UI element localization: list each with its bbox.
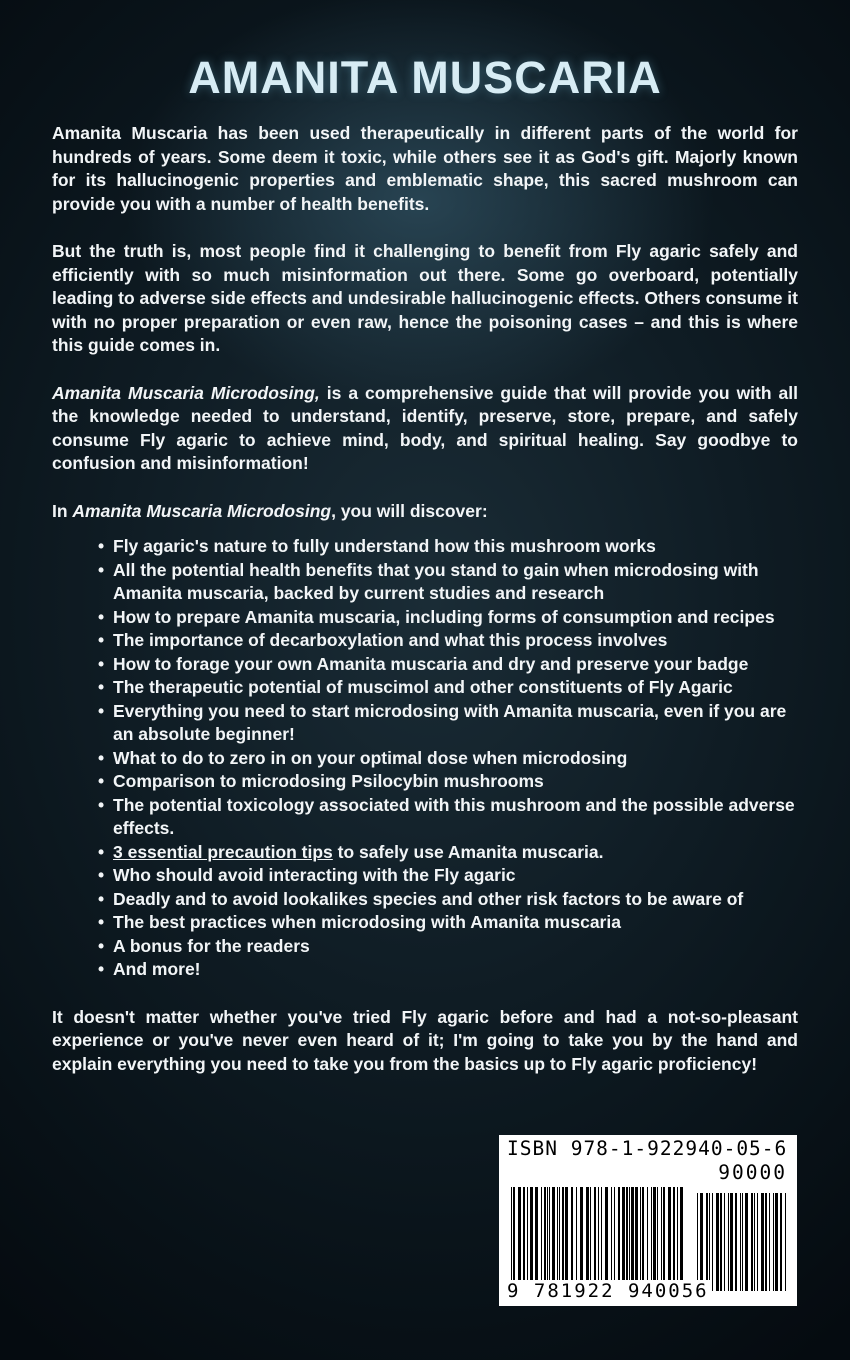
guide-title: Amanita Muscaria Microdosing, (52, 382, 320, 403)
barcode-bar (611, 1187, 612, 1291)
barcode-bar (513, 1187, 515, 1291)
list-item: • Who should avoid interacting with the Fly agaric (98, 864, 798, 888)
benefit-list (52, 535, 798, 982)
barcode-bar (598, 1187, 599, 1291)
paragraph-intro: Amanita Muscaria has been used therapeutically in different parts of the world for hundreds of years. Some deem it toxic, while others see it as God's gift. Majorly known for its hallucinogenic properties and emblematic shape, this sacred mushroom can provide you with a number of health benefits. (52, 123, 798, 214)
discover-prefix: In (52, 500, 73, 521)
addon-bar (769, 1193, 770, 1291)
addon-bar (745, 1193, 748, 1291)
barcode-bar (605, 1187, 608, 1291)
barcode-bar (626, 1187, 628, 1291)
list-item: • What to do to zero in on your optimal dose when microdosing (98, 747, 798, 771)
addon-bar (765, 1193, 767, 1291)
list-item: • All the potential health benefits that you stand to gain when microdosing with Amanita muscaria, backed by current studies and research (98, 559, 798, 606)
addon-bar (728, 1193, 729, 1291)
barcode-bar (544, 1187, 546, 1291)
barcode-bar (653, 1187, 656, 1291)
addon-bar (775, 1193, 778, 1291)
discover-intro (52, 500, 798, 524)
isbn-barcode (499, 1135, 797, 1306)
barcode-bar (680, 1187, 683, 1291)
addon-bar (730, 1193, 733, 1291)
guide-description: is a comprehensive guide that will provide you with all the knowledge needed to understand, identify, preserve, store, prepare, and safely consume Fly agaric to achieve mind, body, and spiritual healing. Say goodbye to confusion and misinformation! (52, 382, 798, 473)
addon-bar (712, 1193, 713, 1291)
barcode-bar (590, 1187, 591, 1291)
price-code: 90000 (718, 1161, 787, 1184)
barcode-bar (629, 1187, 630, 1291)
barcode-bar (631, 1187, 634, 1291)
barcode-bar (673, 1187, 675, 1291)
barcode-bar (601, 1187, 602, 1291)
barcode-bar (547, 1187, 548, 1291)
barcode-bar (651, 1187, 652, 1291)
list-item: • Comparison to microdosing Psilocybin mushrooms (98, 770, 798, 794)
list-item: • And more! (98, 958, 798, 982)
barcode-bar (523, 1187, 525, 1291)
barcode-bar (530, 1187, 533, 1291)
addon-bar (724, 1193, 725, 1291)
barcode-bar (557, 1187, 558, 1291)
list-item: • The best practices when microdosing with Amanita muscaria (98, 911, 798, 935)
barcode-bar (677, 1187, 678, 1291)
paragraph-truth: But the truth is, most people find it challenging to benefit from Fly agaric safely and efficiently with so much misinformation out there. Some go overboard, potentially leading to adverse side effects and undesirable hallucinogenic effects. Others consume it with no proper preparation or even raw, hence the poisoning cases – and this is where this guide comes in. (52, 241, 798, 355)
list-item: • The therapeutic potential of muscimol and other constituents of Fly Agaric (98, 676, 798, 700)
barcode-bar (614, 1187, 615, 1291)
barcode-bar (618, 1187, 620, 1291)
barcode-bar (571, 1187, 573, 1291)
paragraph-guide (52, 382, 798, 476)
list-item: • How to prepare Amanita muscaria, including forms of consumption and recipes (98, 606, 798, 630)
addon-bar (720, 1193, 722, 1291)
addon-bar (709, 1193, 710, 1291)
discover-suffix: , you will discover: (331, 500, 488, 521)
list-item: • How to forage your own Amanita muscaria and dry and preserve your badge (98, 653, 798, 677)
barcode-bar (657, 1187, 658, 1291)
back-cover-text (52, 122, 798, 1100)
barcode-bar (527, 1187, 528, 1291)
barcode-bar (640, 1187, 641, 1291)
addon-bar (761, 1193, 764, 1291)
list-item: • The importance of decarboxylation and what this process involves (98, 629, 798, 653)
paragraph-closing: It doesn't matter whether you've tried Fly agaric before and had a not-so-pleasant experience or you've never even heard of it; I'm going to take you by the hand and explain everything you need to take you from the basics up to Fly agaric proficiency! (52, 1006, 798, 1074)
addon-bar (697, 1193, 698, 1291)
addon-bar (785, 1193, 786, 1291)
discover-title: Amanita Muscaria Microdosing (72, 500, 332, 521)
barcode-bar (635, 1187, 638, 1291)
isbn-number: ISBN 978-1-922940-05-6 (507, 1137, 788, 1160)
barcode-bar (562, 1187, 564, 1291)
ean-number: 9 781922 940056 (507, 1280, 709, 1302)
barcode-bar (565, 1187, 568, 1291)
addon-bar (754, 1193, 755, 1291)
barcode-bar (511, 1187, 512, 1291)
addon-bar (740, 1193, 741, 1291)
addon-bar (742, 1193, 743, 1291)
precaution-tips-link[interactable]: 3 essential precaution tips (113, 841, 333, 862)
barcode-bar (642, 1187, 644, 1291)
barcode-bar (549, 1187, 550, 1291)
barcode-bar (594, 1187, 596, 1291)
list-item: • Everything you need to start microdosing with Amanita muscaria, even if you are an absolute beginner! (98, 700, 798, 747)
barcode-bar (668, 1187, 671, 1291)
barcode-bar (586, 1187, 589, 1291)
list-item: • Deadly and to avoid lookalikes species and other risk factors to be aware of (98, 888, 798, 912)
addon-bar (735, 1193, 737, 1291)
book-title: AMANITA MUSCARIA (188, 52, 662, 103)
addon-bar (751, 1193, 753, 1291)
list-item: • A bonus for the readers (98, 935, 798, 959)
barcode-bar (661, 1187, 662, 1291)
list-item: • The potential toxicology associated with this mushroom and the possible adverse effects. (98, 794, 798, 841)
barcode-bar (647, 1187, 648, 1291)
addon-bar (757, 1193, 758, 1291)
barcode-bar (622, 1187, 625, 1291)
addon-bar (700, 1193, 703, 1291)
barcode-bar (518, 1187, 521, 1291)
addon-bar (706, 1193, 708, 1291)
barcode-bar (559, 1187, 560, 1291)
list-item: • Fly agaric's nature to fully understand how this mushroom works (98, 535, 798, 559)
barcode-bar (552, 1187, 555, 1291)
barcode-bar (535, 1187, 538, 1291)
precaution-rest: to safely use Amanita muscaria. (332, 841, 604, 862)
list-item-precaution (98, 841, 798, 865)
addon-bar (773, 1193, 774, 1291)
barcode-bar (663, 1187, 665, 1291)
barcode-bar (541, 1187, 542, 1291)
addon-bar (716, 1193, 719, 1291)
addon-bar (780, 1193, 782, 1291)
barcode-bar (580, 1187, 583, 1291)
barcode-bar (576, 1187, 577, 1291)
